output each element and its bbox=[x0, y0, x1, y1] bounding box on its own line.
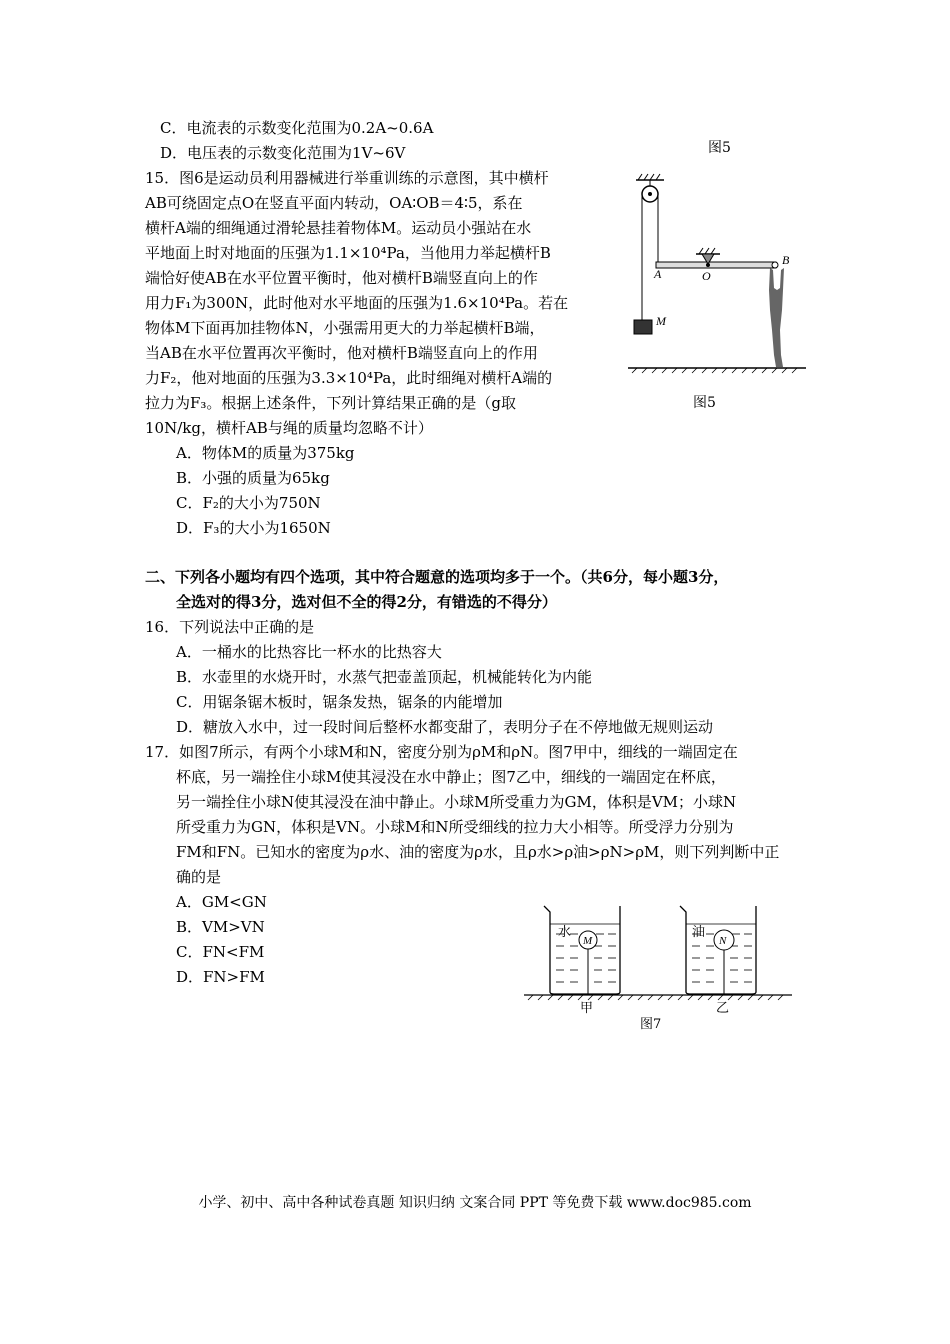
figure-7-diagram bbox=[520, 898, 800, 1018]
q14-option-d: D．电压表的示数变化范围为1V~6V bbox=[160, 144, 406, 162]
q15-line: 当AB在水平位置再次平衡时，他对横杆B端竖直向上的作用 bbox=[145, 344, 538, 362]
label-m: M bbox=[656, 314, 666, 328]
athlete-figure bbox=[769, 268, 784, 367]
label-o: O bbox=[702, 269, 711, 283]
beaker-right bbox=[680, 906, 756, 994]
figure-7-caption: 图7 bbox=[640, 1017, 662, 1032]
sub-label-jia: 甲 bbox=[580, 1001, 594, 1016]
q15-option-a: A．物体M的质量为375kg bbox=[176, 444, 355, 462]
page-footer: 小学、初中、高中各种试卷真题 知识归纳 文案合同 PPT 等免费下载 www.doc985.com bbox=[198, 1195, 752, 1211]
label-a: A bbox=[654, 267, 662, 281]
weight-m bbox=[634, 320, 652, 334]
q17-line: 17．如图7所示，有两个小球M和N，密度分别为ρM和ρN。图7甲中，细线的一端固定在 bbox=[145, 743, 738, 761]
q15-option-d: D．F₃的大小为1650N bbox=[176, 519, 331, 537]
q15-line: AB可绕固定点O在竖直平面内转动，OA∶OB＝4∶5，系在 bbox=[145, 194, 523, 212]
q14-option-c: C．电流表的示数变化范围为0.2A~0.6A bbox=[160, 119, 434, 137]
beaker-left bbox=[544, 906, 620, 994]
q15-line: 15．图6是运动员利用器械进行举重训练的示意图，其中横杆 bbox=[145, 169, 549, 187]
q17-option-c: C．FN<FM bbox=[176, 943, 265, 961]
q15-line: 横杆A端的细绳通过滑轮悬挂着物体M。运动员小强站在水 bbox=[145, 219, 532, 237]
figure-5-caption: 图5 bbox=[693, 395, 716, 411]
q17-line: 另一端拴住小球N使其浸没在油中静止。小球M所受重力为GM，体积是VM；小球N bbox=[176, 793, 737, 811]
figure-5-diagram bbox=[620, 170, 820, 385]
figure-5-top-caption: 图5 bbox=[708, 140, 731, 156]
lever-ab bbox=[656, 262, 776, 268]
section-2-heading-cont: 全选对的得3分，选对但不全的得2分，有错选的不得分） bbox=[176, 593, 557, 611]
q17-line: 所受重力为GN，体积是VN。小球M和N所受细线的拉力大小相等。所受浮力分别为 bbox=[176, 818, 734, 836]
q17-option-b: B．VM>VN bbox=[176, 918, 265, 936]
q17-option-a: A．GM<GN bbox=[176, 893, 267, 911]
q17-line: 杯底，另一端拴住小球M使其浸没在水中静止；图7乙中，细线的一端固定在杯底， bbox=[176, 768, 726, 786]
q15-line: 拉力为F₃。根据上述条件，下列计算结果正确的是（g取 bbox=[145, 394, 517, 412]
q15-line: 平地面上时对地面的压强为1.1×10⁴Pa，当他用力举起横杆B bbox=[145, 244, 551, 262]
q15-line: 物体M下面再加挂物体N，小强需用更大的力举起横杆B端， bbox=[145, 319, 545, 337]
sub-label-yi: 乙 bbox=[716, 1001, 730, 1016]
q15-line: 力F₂，他对地面的压强为3.3×10⁴Pa，此时细绳对横杆A端的 bbox=[145, 369, 553, 387]
q17-line: 确的是 bbox=[176, 868, 222, 886]
ball-m-label: M bbox=[583, 935, 593, 947]
section-2-heading: 二、下列各小题均有四个选项，其中符合题意的选项均多于一个。（共6分，每小题3分， bbox=[145, 568, 729, 586]
q16-stem: 16．下列说法中正确的是 bbox=[145, 618, 315, 636]
q15-line: 端恰好使AB在水平位置平衡时，他对横杆B端竖直向上的作 bbox=[145, 269, 538, 287]
q17-line: FM和FN。已知水的密度为ρ水、油的密度为ρ水，且ρ水>ρ油>ρN>ρM，则下列判断中正 bbox=[176, 843, 780, 861]
q16-option-b: B．水壶里的水烧开时，水蒸气把壶盖顶起，机械能转化为内能 bbox=[176, 668, 593, 686]
q16-option-a: A．一桶水的比热容比一杯水的比热容大 bbox=[176, 643, 442, 661]
oil-label: 油 bbox=[692, 925, 706, 940]
q15-line: 用力F₁为300N，此时他对水平地面的压强为1.6×10⁴Pa。若在 bbox=[145, 294, 569, 312]
q17-option-d: D．FN>FM bbox=[176, 968, 265, 986]
q15-option-c: C．F₂的大小为750N bbox=[176, 494, 321, 512]
q15-option-b: B．小强的质量为65kg bbox=[176, 469, 330, 487]
label-b: B bbox=[782, 253, 790, 267]
q16-option-d: D．糖放入水中，过一段时间后整杯水都变甜了，表明分子在不停地做无规则运动 bbox=[176, 718, 714, 736]
water-label: 水 bbox=[558, 925, 572, 940]
q16-option-c: C．用锯条锯木板时，锯条发热，锯条的内能增加 bbox=[176, 693, 503, 711]
q15-line: 10N/kg，横杆AB与绳的质量均忽略不计） bbox=[145, 419, 433, 437]
ball-n-label: N bbox=[719, 935, 727, 947]
